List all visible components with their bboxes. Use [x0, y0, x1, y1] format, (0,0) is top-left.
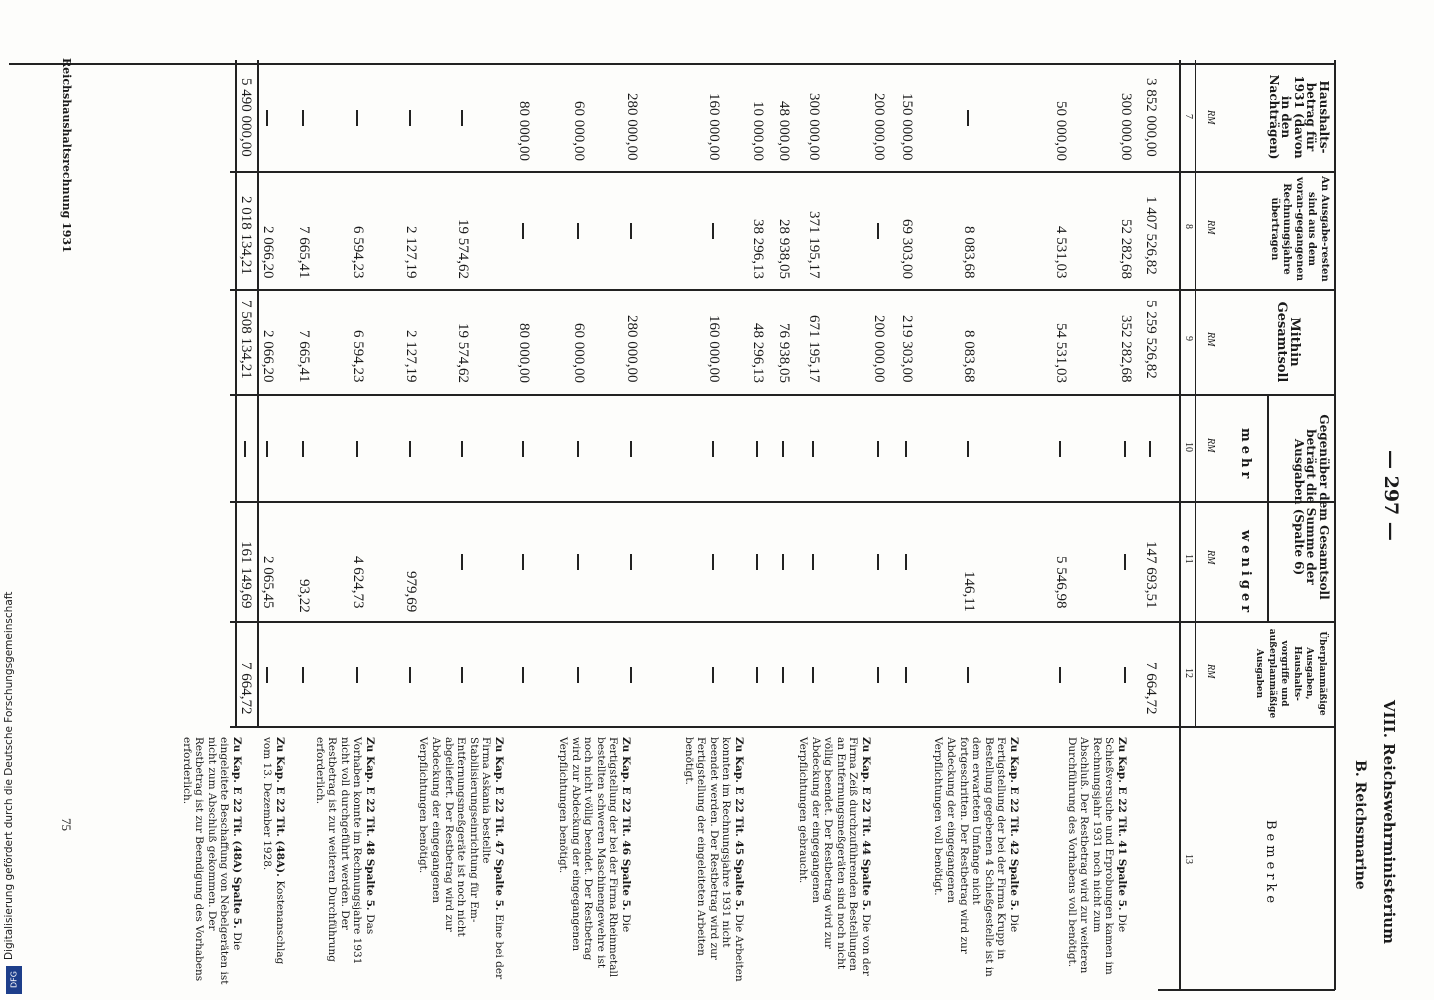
column-number: 12 — [1183, 668, 1194, 678]
table-cell-row7-c10-dash — [782, 441, 783, 457]
note-5 — [417, 737, 505, 985]
table-cell-row4-c10-dash — [905, 441, 906, 457]
table-cell-row2-c12-dash — [1059, 667, 1060, 683]
totals-cell-c10-dash — [244, 441, 245, 457]
column-separator — [230, 501, 1335, 502]
table-cell-row3-c7-dash — [967, 110, 968, 126]
totals-cell-c11: 161 149,69 — [237, 541, 254, 609]
table-cell-row15-c10-dash — [356, 441, 357, 457]
table-cell-row6-c8: 371 195,17 — [805, 211, 822, 279]
table-cell-row9-c7: 160 000,00 — [705, 93, 722, 161]
table-cell-row0-c9: 5 259 526,82 — [1142, 300, 1159, 379]
table-cell-row5-c11-dash — [877, 554, 878, 570]
footer-title: Reichshaushaltsrechnung 1931 — [59, 58, 73, 253]
table-cell-row6-c10-dash — [812, 441, 813, 457]
table-cell-row12-c11-dash — [522, 554, 523, 570]
table-cell-row4-c8: 69 303,00 — [898, 218, 915, 279]
table-cell-row15-c8: 6 594,23 — [349, 226, 366, 279]
table-cell-row11-c9: 60 000,00 — [570, 322, 587, 383]
header-group-10-11: Gegenüber dem Gesamtsoll beträgt die Summe der Ausgaben (Spalte 6) — [1292, 414, 1331, 600]
table-cell-row9-c12-dash — [712, 667, 713, 683]
table-cell-row14-c11: 979,69 — [402, 571, 419, 613]
column-separator — [230, 171, 1335, 172]
note-heading: Zu Kap. E 22 Tit. 48 Spalte 5. — [364, 737, 376, 915]
column-number: 9 — [1183, 336, 1194, 341]
note-2 — [796, 737, 872, 985]
table-cell-row7-c8: 28 938,05 — [775, 218, 792, 279]
unit-label-c10: RM — [1205, 438, 1216, 453]
table-cell-row8-c8: 38 296,13 — [749, 218, 766, 279]
table-cell-row16-c12-dash — [302, 667, 303, 683]
section-title: B. Reichsmarine — [1352, 760, 1368, 890]
table-cell-row16-c10-dash — [302, 441, 303, 457]
table-cell-row10-c8-dash — [630, 223, 631, 239]
table-cell-row16-c11: 93,22 — [295, 578, 312, 613]
totals-cell-c12: 7 664,72 — [237, 662, 254, 715]
table-cell-row11-c11-dash — [577, 554, 578, 570]
table-cell-row10-c11-dash — [630, 554, 631, 570]
chapter-title: VIII. Reichswehrministerium — [1379, 700, 1398, 945]
column-separator — [230, 394, 1335, 395]
header-col13: Bemerke — [1262, 820, 1278, 908]
table-cell-row2-c11: 5 546,98 — [1052, 556, 1069, 609]
unit-label-c12: RM — [1205, 664, 1216, 679]
table-cell-row2-c7: 50 000,00 — [1052, 100, 1069, 161]
unit-label-c11: RM — [1205, 550, 1216, 565]
table-cell-row8-c12-dash — [756, 667, 757, 683]
note-body: Eine bei der Firma Askania bestellte Stabilisierungseinrichtung für Em-Entfernungsmeßgeräte ist noch nicht abgeliefert. Der Restbetrag wird zur Abdeckung der eingegangenen Verpflichtungen benötigt. — [417, 737, 505, 980]
table-cell-row8-c9: 48 296,13 — [749, 322, 766, 383]
table-cell-row6-c11-dash — [812, 554, 813, 570]
right-border — [1158, 989, 1335, 990]
header-col12: Überplanmäßige Ausgaben, Haushalts-vorgriffe und außerplanmäßige Ausgaben — [1254, 628, 1327, 719]
totals-cell-c9: 7 508 134,21 — [237, 300, 254, 379]
table-cell-row11-c12-dash — [577, 667, 578, 683]
note-body: Die Fertigstellung der bei der Firma Rheinmetall bestellten schweren Maschinengewehre ist noch nicht völlig beendet. Der Restbetrag wird zur Abdeckung der eingegangenen Verpflichtungen benötigt. — [557, 737, 632, 978]
table-cell-row8-c7: 10 000,00 — [749, 100, 766, 161]
table-frame-left — [9, 63, 1335, 66]
table-cell-row17-c7-dash — [266, 110, 267, 126]
header-col9: Mithin Gesamtsoll — [1274, 301, 1302, 383]
table-cell-row15-c9: 6 594,23 — [349, 330, 366, 383]
header-col8: An Ausgabe-resten sind aus dem voran-gegangenen Rechnungsjahre übertragen — [1269, 176, 1330, 282]
table-cell-row3-c8: 8 083,68 — [960, 226, 977, 279]
unit-label-c9: RM — [1205, 332, 1216, 347]
table-cell-row4-c11-dash — [905, 554, 906, 570]
note-8 — [180, 737, 243, 985]
table-cell-row5-c10-dash — [877, 441, 878, 457]
table-cell-row14-c7-dash — [409, 110, 410, 126]
note-body: Die Fertigstellung der bei der Firma Krupp in Bestellung gegebenen 4 Schießgestelle ist in dem erwarteten Umfange nicht fortgeschritten. Der Restbetrag wird zur Abdeckung der eingegangenen Verpflichtungen voll benötigt. — [932, 737, 1020, 977]
note-heading: Zu Kap. E 22 Tit. (48A) Spalte 5. — [231, 737, 243, 933]
note-body: Die eingeleitete Beschaffung von Nebelgeräten ist nicht zum Abschluß gekommen. Der Restbetrag ist zur Beendigung des Vorhabens erforderlich. — [180, 737, 243, 985]
table-cell-row3-c9: 8 083,68 — [960, 330, 977, 383]
dfg-logo: DFG — [6, 966, 22, 994]
note-heading: Zu Kap. E 22 Tit. 45 Spalte 5. — [733, 737, 745, 915]
table-cell-row7-c11-dash — [782, 554, 783, 570]
table-cell-row0-c7: 3 852 000,00 — [1142, 78, 1159, 157]
unit-label-c8: RM — [1205, 220, 1216, 235]
table-cell-row13-c12-dash — [461, 667, 462, 683]
table-cell-row11-c10-dash — [577, 441, 578, 457]
table-cell-row7-c9: 76 938,05 — [775, 322, 792, 383]
note-body: Die Schießversuche und Erprobungen kamen im Rechnungsjahr 1931 noch nicht zum Abschluß. Der Restbetrag wird zur weiteren Durchführung des Vorhabens voll benötigt. — [1065, 737, 1128, 975]
note-6 — [313, 737, 376, 985]
note-0 — [1065, 737, 1128, 985]
table-cell-row5-c7: 200 000,00 — [870, 93, 887, 161]
footer-page-number: 75 — [58, 818, 74, 831]
table-cell-row16-c9: 7 665,41 — [295, 330, 312, 383]
table-cell-row17-c9: 2 066,20 — [259, 330, 276, 383]
table-cell-row0-c11: 147 693,51 — [1142, 541, 1159, 609]
notes-separator — [1158, 726, 1335, 728]
table-cell-row4-c7: 150 000,00 — [898, 93, 915, 161]
table-cell-row10-c9: 280 000,00 — [623, 315, 640, 383]
table-cell-row8-c11-dash — [756, 554, 757, 570]
table-cell-row4-c9: 219 303,00 — [898, 315, 915, 383]
table-cell-row13-c8: 19 574,62 — [454, 218, 471, 279]
table-cell-row5-c12-dash — [877, 667, 878, 683]
header-rule — [1179, 60, 1181, 990]
table-cell-row1-c10-dash — [1124, 441, 1125, 457]
table-cell-row2-c10-dash — [1059, 441, 1060, 457]
table-cell-row3-c12-dash — [967, 667, 968, 683]
table-cell-row17-c8: 2 066,20 — [259, 226, 276, 279]
table-cell-row15-c11: 4 624,73 — [349, 556, 366, 609]
table-cell-row8-c10-dash — [756, 441, 757, 457]
table-cell-row13-c7-dash — [461, 110, 462, 126]
table-cell-row6-c12-dash — [812, 667, 813, 683]
table-cell-row7-c7: 48 000,00 — [775, 100, 792, 161]
table-cell-row6-c7: 300 000,00 — [805, 93, 822, 161]
table-cell-row13-c9: 19 574,62 — [454, 322, 471, 383]
table-cell-row5-c8-dash — [877, 223, 878, 239]
table-cell-row14-c10-dash — [409, 441, 410, 457]
page-number: — 297 — — [1379, 450, 1402, 541]
table-cell-row17-c11: 2 065,45 — [259, 556, 276, 609]
note-1 — [932, 737, 1020, 985]
note-heading: Zu Kap. E 22 Tit. (48A). — [274, 737, 286, 881]
column-number: 13 — [1183, 854, 1194, 864]
table-cell-row14-c12-dash — [409, 667, 410, 683]
table-cell-row6-c9: 671 195,17 — [805, 315, 822, 383]
table-cell-row12-c8-dash — [522, 223, 523, 239]
note-3 — [682, 737, 745, 985]
table-frame-top — [1334, 60, 1337, 990]
note-body: Kostenanschlag vom 13. Dezember 1928. — [261, 737, 286, 965]
table-cell-row1-c7: 300 000,00 — [1117, 93, 1134, 161]
note-heading: Zu Kap. E 22 Tit. 44 Spalte 5. — [860, 737, 872, 915]
table-cell-row15-c12-dash — [356, 667, 357, 683]
column-number: 10 — [1183, 442, 1194, 452]
table-cell-row4-c12-dash — [905, 667, 906, 683]
table-cell-row13-c11-dash — [461, 554, 462, 570]
table-cell-row0-c8: 1 407 526,82 — [1142, 196, 1159, 275]
unit-label-c7: RM — [1205, 110, 1216, 125]
header-col11: weniger — [1237, 530, 1253, 617]
table-cell-row9-c9: 160 000,00 — [705, 315, 722, 383]
table-cell-row1-c11-dash — [1124, 554, 1125, 570]
table-cell-row12-c12-dash — [522, 667, 523, 683]
table-cell-row10-c10-dash — [630, 441, 631, 457]
totals-cell-c7: 5 490 000,00 — [237, 78, 254, 157]
header-col10: mehr — [1237, 428, 1253, 483]
table-cell-row12-c7: 80 000,00 — [515, 100, 532, 161]
table-cell-row11-c8-dash — [577, 223, 578, 239]
note-7 — [261, 737, 286, 985]
table-cell-row13-c10-dash — [461, 441, 462, 457]
table-cell-row17-c12-dash — [266, 667, 267, 683]
group-header-rule — [1267, 395, 1268, 622]
table-cell-row1-c12-dash — [1124, 667, 1125, 683]
table-cell-row9-c10-dash — [712, 441, 713, 457]
table-cell-row11-c7: 60 000,00 — [570, 100, 587, 161]
column-number: 8 — [1183, 224, 1194, 229]
table-cell-row16-c8: 7 665,41 — [295, 226, 312, 279]
digitization-credit: Digitalisierung gefördert durch die Deutsche Forschungsgemeinschaft — [3, 591, 15, 960]
note-body: Die Arbeiten konnten im Rechnungsjahre 1931 nicht beendet werden. Der Restbetrag wird zur Fertigstellung der eingeleiteten Arbeiten benötigt. — [682, 737, 745, 982]
table-cell-row16-c7-dash — [302, 110, 303, 126]
table-cell-row14-c8: 2 127,19 — [402, 226, 419, 279]
note-4 — [556, 737, 632, 985]
table-cell-row10-c7: 280 000,00 — [623, 93, 640, 161]
column-separator — [230, 621, 1335, 622]
table-cell-row1-c8: 52 282,68 — [1117, 218, 1134, 279]
table-cell-row3-c11: 146,11 — [960, 571, 977, 612]
table-cell-row3-c10-dash — [967, 441, 968, 457]
table-cell-row0-c12: 7 664,72 — [1142, 662, 1159, 715]
table-cell-row1-c9: 352 282,68 — [1117, 315, 1134, 383]
table-cell-row5-c9: 200 000,00 — [870, 315, 887, 383]
note-body: Das Vorhaben konnte im Rechnungsjahre 1931 nicht voll durchgeführt werden. Der Restbetrag ist zur weiteren Durchführung erforderlich. — [313, 737, 376, 965]
table-cell-row7-c12-dash — [782, 667, 783, 683]
note-heading: Zu Kap. E 22 Tit. 41 Spalte 5. — [1116, 737, 1128, 915]
table-cell-row12-c9: 80 000,00 — [515, 322, 532, 383]
column-number: 11 — [1183, 554, 1194, 564]
column-number: 7 — [1183, 114, 1194, 119]
table-cell-row2-c9: 54 531,03 — [1052, 322, 1069, 383]
table-cell-row15-c7-dash — [356, 110, 357, 126]
header-col7: Haushalts-betrag für 1931 (davon in den Nachträgen) — [1267, 74, 1331, 160]
note-heading: Zu Kap. E 22 Tit. 46 Spalte 5. — [620, 737, 632, 915]
note-heading: Zu Kap. E 22 Tit. 47 Spalte 5. — [493, 737, 505, 915]
table-cell-row14-c9: 2 127,19 — [402, 330, 419, 383]
note-body: Die von der Firma Zeiß durchzuführenden Bestellungen an Entfernungsmeßgeräten sind noch nicht völlig beendet. Der Restbetrag wird zur Abdeckung der eingegangenen Verpflichtungen gebraucht. — [797, 737, 872, 976]
note-heading: Zu Kap. E 22 Tit. 42 Spalte 5. — [1008, 737, 1020, 915]
table-cell-row17-c10-dash — [266, 441, 267, 457]
table-cell-row0-c10-dash — [1149, 441, 1150, 457]
table-cell-row12-c10-dash — [522, 441, 523, 457]
totals-cell-c8: 2 018 134,21 — [237, 196, 254, 275]
column-separator — [230, 289, 1335, 290]
table-cell-row10-c12-dash — [630, 667, 631, 683]
table-cell-row2-c8: 4 531,03 — [1052, 226, 1069, 279]
table-cell-row9-c11-dash — [712, 554, 713, 570]
table-cell-row9-c8-dash — [712, 223, 713, 239]
